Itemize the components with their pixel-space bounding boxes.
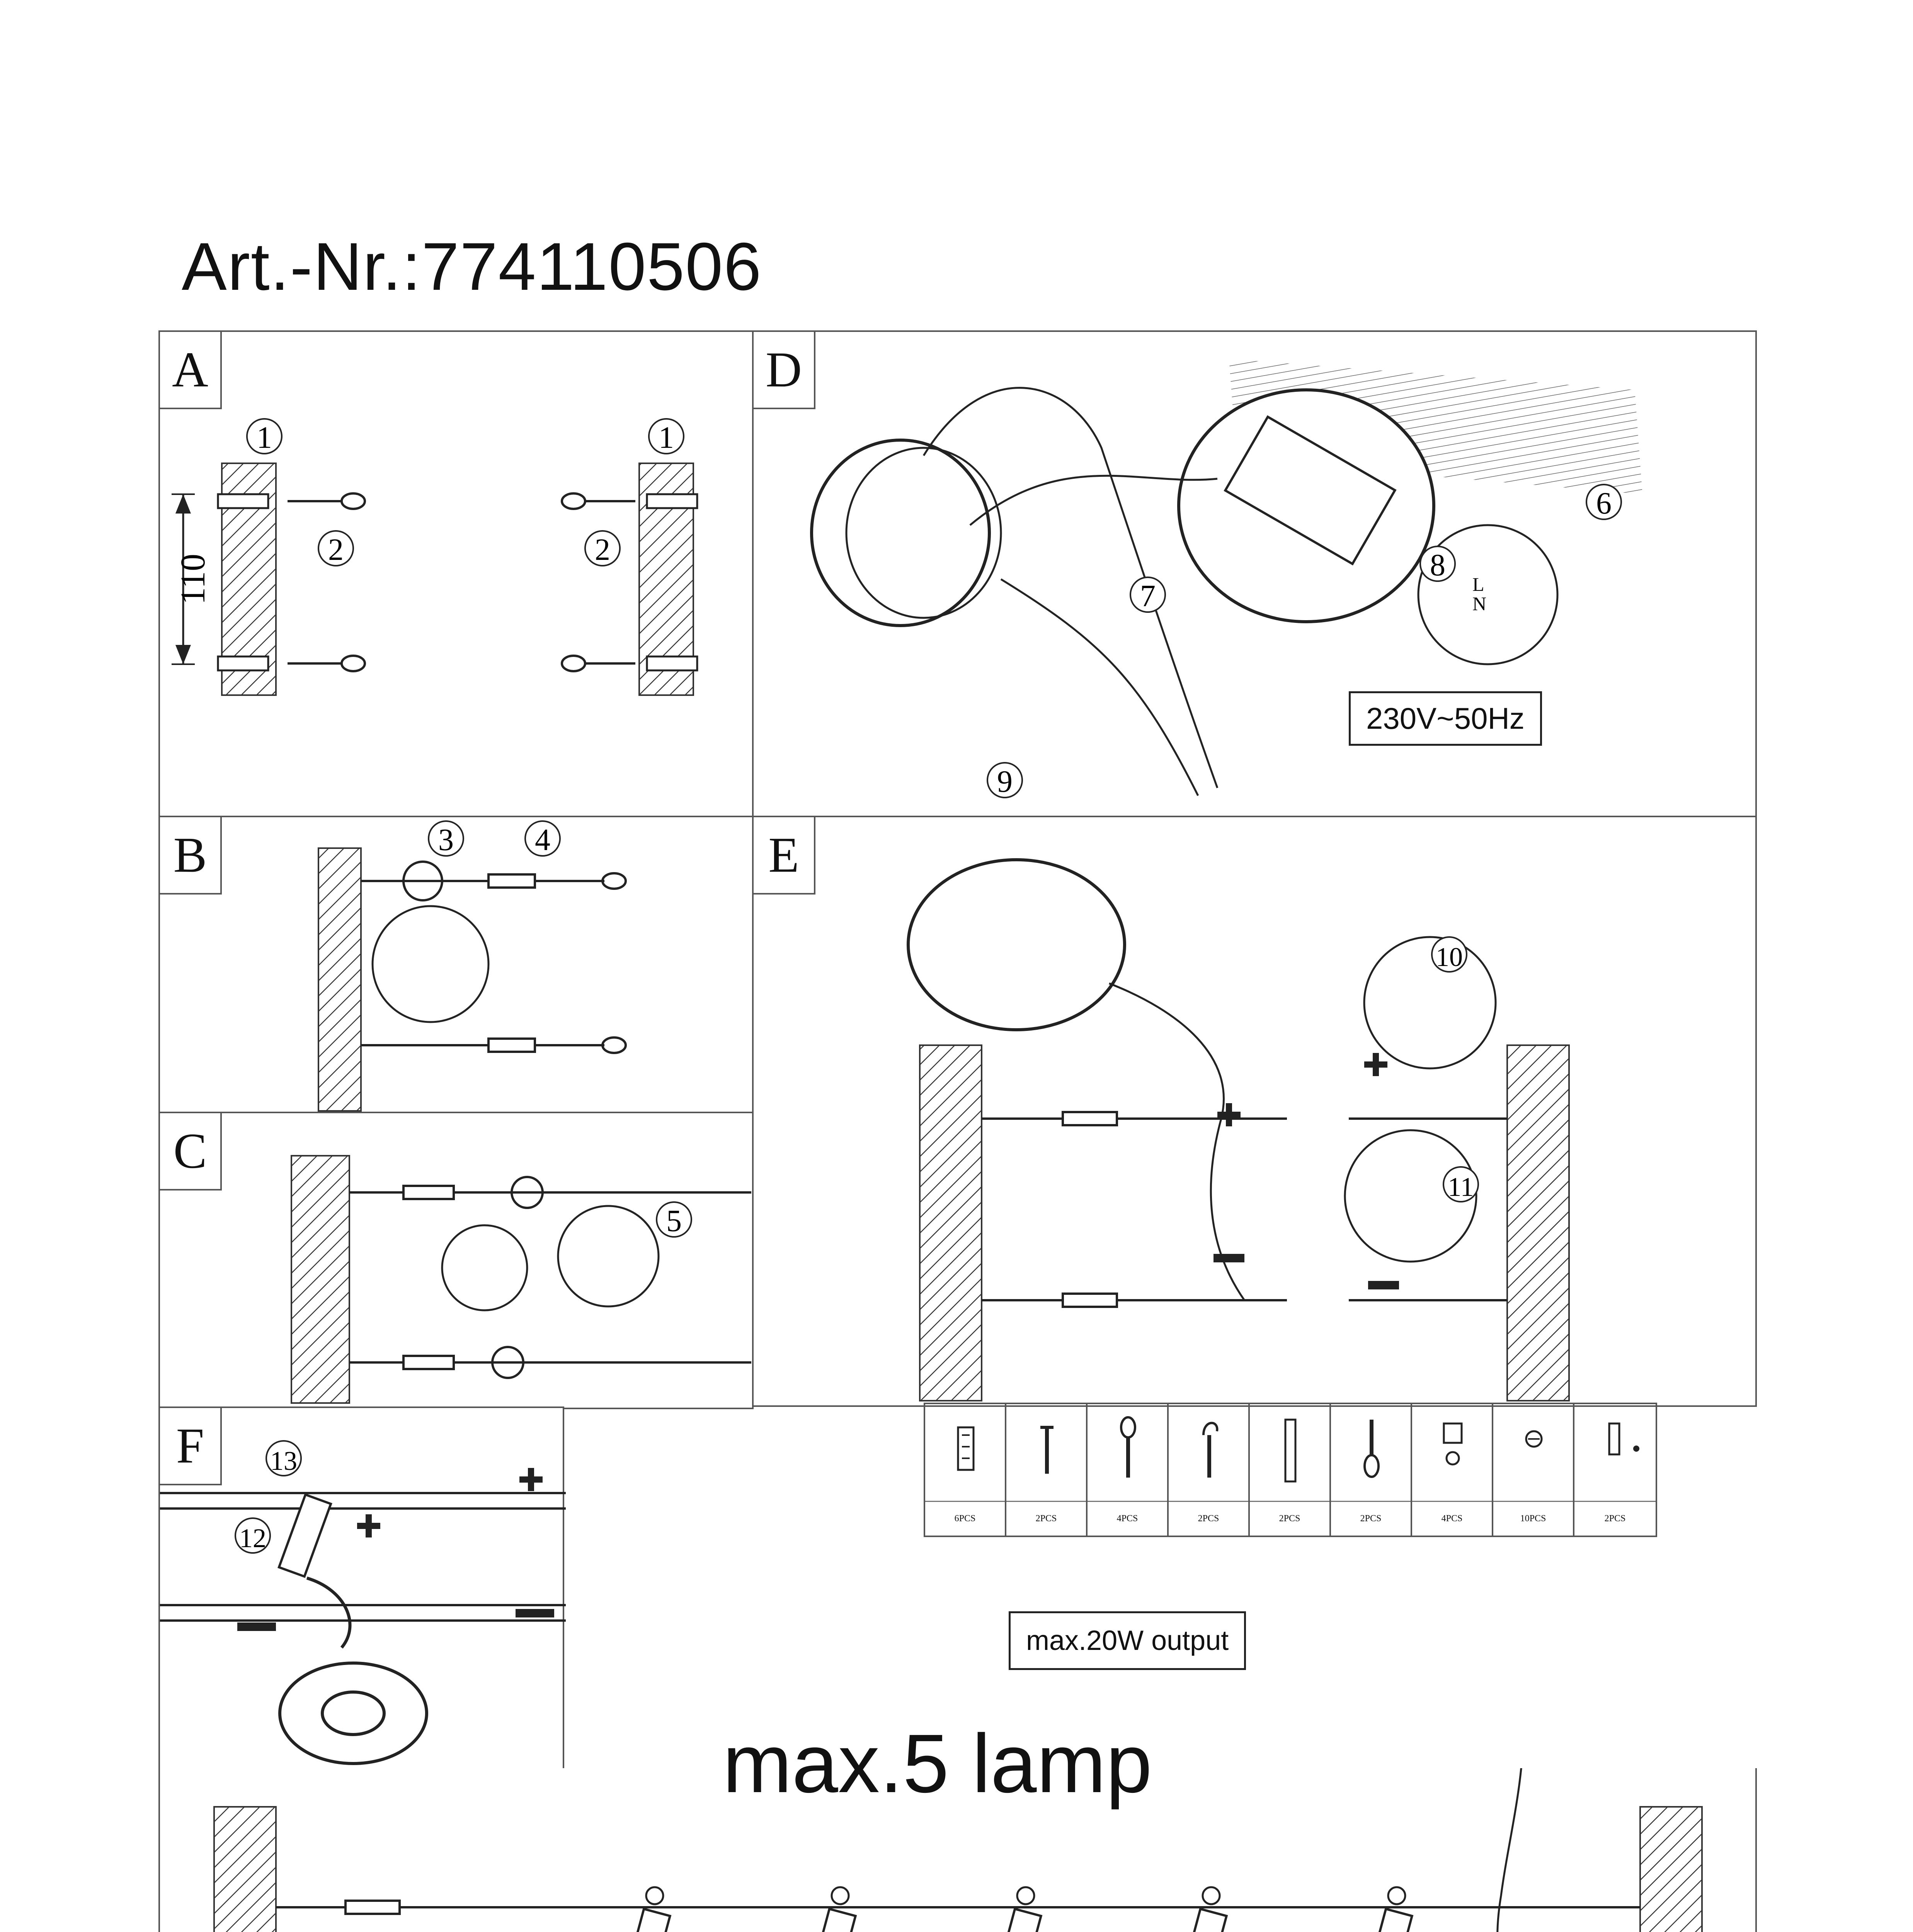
power-cable — [1001, 579, 1198, 796]
minus-sign — [1213, 1254, 1244, 1262]
callout-number: 2 — [328, 533, 344, 567]
part-cell — [1006, 1404, 1088, 1536]
part-cell — [1250, 1404, 1331, 1536]
part-cell — [1412, 1404, 1493, 1536]
driver-housing — [812, 440, 989, 626]
led-spot-lamp — [1161, 1887, 1292, 1932]
callout-number: 3 — [438, 823, 454, 857]
callout-number: 11 — [1448, 1172, 1474, 1202]
panel-letter: E — [754, 817, 815, 895]
wall-plug-icon — [925, 1404, 1006, 1497]
led-spot-lamp — [1346, 1887, 1478, 1932]
wall — [1507, 1045, 1569, 1401]
callout-number: 9 — [997, 765, 1013, 799]
panel-letter: F — [160, 1408, 222, 1485]
panel-letter: B — [160, 817, 222, 895]
panel-letter: D — [754, 332, 815, 409]
panel-e-drawing — [754, 817, 1758, 1408]
eye-bolt-icon — [288, 493, 635, 671]
part-quantity: 6PCS — [925, 1501, 1005, 1524]
part-cell — [1169, 1404, 1250, 1536]
wall — [291, 1156, 349, 1403]
part-quantity: 10PCS — [1493, 1501, 1573, 1524]
callout-number: 1 — [659, 421, 674, 455]
panel-b — [158, 816, 754, 1113]
callout-number: 6 — [1596, 486, 1612, 520]
detail-magnifier — [1364, 937, 1496, 1068]
max-output-label: max.20W output — [1009, 1611, 1246, 1670]
panel-letter: C — [160, 1113, 222, 1190]
callout-number: 8 — [1430, 548, 1445, 582]
part-cell — [925, 1404, 1006, 1536]
callout-number: 10 — [1436, 942, 1463, 972]
part-cell — [1331, 1404, 1412, 1536]
panel-c — [158, 1112, 754, 1409]
panel-e — [752, 816, 1757, 1407]
callout-number: 7 — [1140, 579, 1156, 613]
eye-hook-icon — [1331, 1404, 1412, 1497]
wall — [318, 848, 361, 1111]
driver-housing — [908, 860, 1125, 1030]
panel-a — [158, 330, 754, 817]
part-quantity: 2PCS — [1574, 1501, 1656, 1524]
panel-f-drawing — [160, 1408, 566, 1771]
callout-number: 4 — [535, 823, 550, 857]
plus-sign — [1364, 1053, 1387, 1076]
callout-circle — [247, 419, 684, 566]
minus-sign — [237, 1622, 276, 1631]
part-cell — [1493, 1404, 1574, 1536]
part-quantity: 2PCS — [1169, 1501, 1248, 1524]
detail-magnifier — [558, 1206, 659, 1306]
lamp-arm — [307, 1578, 350, 1648]
eye-bolt-icon — [1088, 1404, 1169, 1497]
callout-number: 13 — [270, 1446, 297, 1476]
max-lamp-label: max.5 lamp — [723, 1717, 1152, 1810]
plus-sign — [357, 1514, 380, 1537]
connector-icon — [1574, 1404, 1656, 1497]
panel-letter: A — [160, 332, 222, 409]
minus-sign — [516, 1609, 554, 1617]
led-spot-lamp — [604, 1887, 736, 1932]
power-cable — [1109, 983, 1244, 1300]
detail-magnifier — [442, 1225, 527, 1310]
article-number-title: Art.-Nr.:774110506 — [182, 229, 762, 304]
panel-f — [158, 1406, 564, 1770]
voltage-label: 230V~50Hz — [1349, 691, 1542, 746]
part-cell — [1088, 1404, 1169, 1536]
led-spot-lamp — [790, 1887, 921, 1932]
screw-icon — [1006, 1404, 1088, 1497]
callout-number: 2 — [595, 533, 610, 567]
panel-b-drawing — [160, 817, 755, 1115]
parts-table — [924, 1403, 1657, 1537]
turnbuckle-icon — [1250, 1404, 1331, 1497]
hook-icon — [1169, 1404, 1250, 1497]
part-cell — [1574, 1404, 1656, 1536]
part-quantity: 2PCS — [1006, 1501, 1086, 1524]
wall — [920, 1045, 982, 1401]
wall — [1640, 1807, 1702, 1932]
part-quantity: 4PCS — [1412, 1501, 1492, 1524]
part-quantity: 2PCS — [1331, 1501, 1411, 1524]
detail-magnifier — [373, 906, 488, 1022]
wall — [214, 1807, 276, 1932]
panel-d-drawing — [754, 332, 1758, 819]
plus-sign — [519, 1468, 543, 1491]
dimension-label: 110 — [174, 554, 212, 605]
wiring-label: N — [1472, 593, 1487, 614]
minus-sign — [1368, 1281, 1399, 1289]
wall-plug-icon — [218, 494, 697, 670]
lamp-adapter — [279, 1495, 331, 1577]
part-quantity: 4PCS — [1088, 1501, 1167, 1524]
panel-d — [752, 330, 1757, 817]
callout-number: 12 — [239, 1524, 266, 1553]
wiring-label: L — [1472, 573, 1484, 595]
led-spot-lamp — [975, 1887, 1107, 1932]
wire-clamp-icon — [1412, 1404, 1493, 1497]
panel-c-drawing — [160, 1113, 755, 1411]
callout-number: 1 — [257, 421, 272, 455]
panel-a-drawing — [160, 332, 755, 819]
callout-number: 5 — [666, 1204, 682, 1238]
cap-icon — [1493, 1404, 1574, 1497]
part-quantity: 2PCS — [1250, 1501, 1329, 1524]
